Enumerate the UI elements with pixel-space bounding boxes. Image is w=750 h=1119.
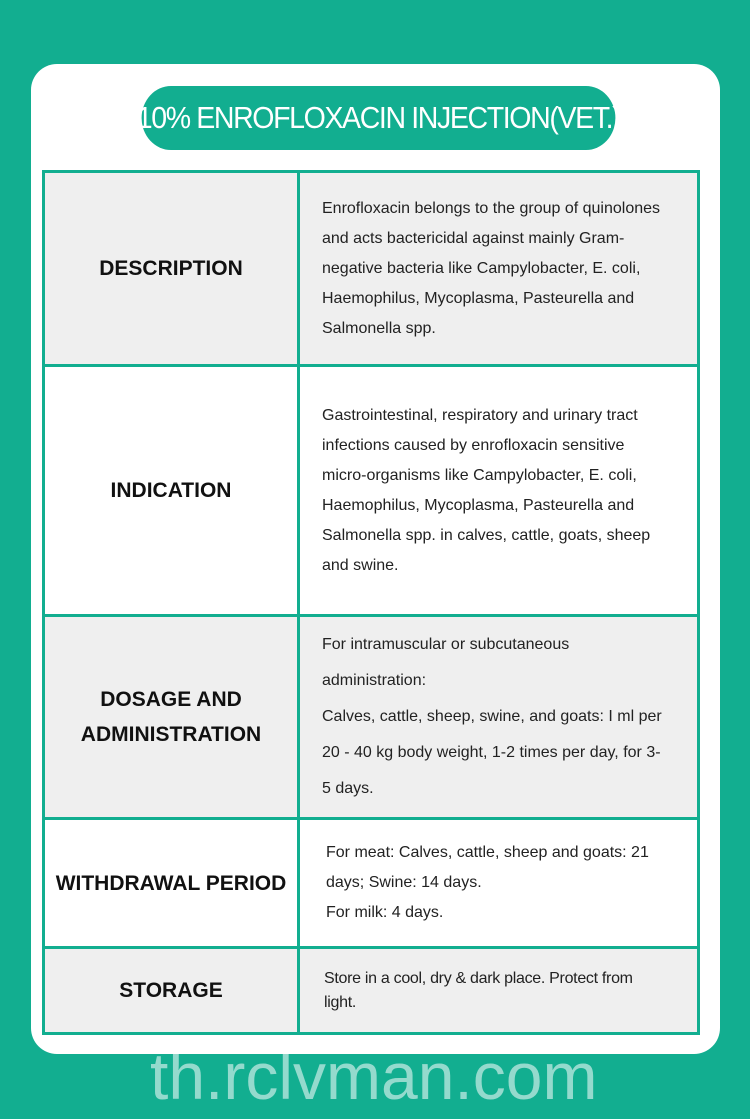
row-text: Enrofloxacin belongs to the group of quinolones and acts bactericidal against mainly Gram-negative bacteria like Campylobacter, E. coli, Haemophilus, Mycoplasma, Pasteurella and Salmonella spp. [322, 199, 661, 337]
row-label: STORAGE [44, 948, 299, 1034]
row-text: Gastrointestinal, respiratory and urinary tract infections caused by enrofloxacin sensitive micro-organisms like Campylobacter, E. coli, Haemophilus, Mycoplasma, Pasteurella and Salmonella spp. in calves, cattle, goats, sheep and swine. [322, 406, 651, 574]
row-label: WITHDRAWAL PERIOD [44, 819, 299, 948]
row-label: DESCRIPTION [44, 172, 299, 366]
watermark-text: th.rclvman.com [150, 1039, 598, 1113]
table-row-indication [44, 366, 699, 616]
table-row-withdrawal [44, 819, 699, 948]
row-label: INDICATION [44, 366, 299, 616]
row-text: For intramuscular or subcutaneous administration: [322, 636, 570, 689]
row-text: For meat: Calves, cattle, sheep and goats: 21 days; Swine: 14 days. [326, 844, 649, 891]
row-text: Calves, cattle, sheep, swine, and goats: I ml per 20 - 40 kg body weight, 1-2 times per day, for 3-5 days. [322, 708, 662, 797]
table-row-dosage [44, 616, 699, 819]
product-title: 10% ENROFLOXACIN INJECTION(VET.) [142, 86, 616, 150]
table-row-description [44, 172, 699, 366]
spec-table [42, 170, 700, 1035]
row-text: Store in a cool, dry & dark place. Protect from light. [324, 969, 633, 1011]
row-text: For milk: 4 days. [326, 904, 444, 921]
row-label: DOSAGE AND ADMINISTRATION [44, 616, 299, 819]
table-row-storage [44, 948, 699, 1034]
